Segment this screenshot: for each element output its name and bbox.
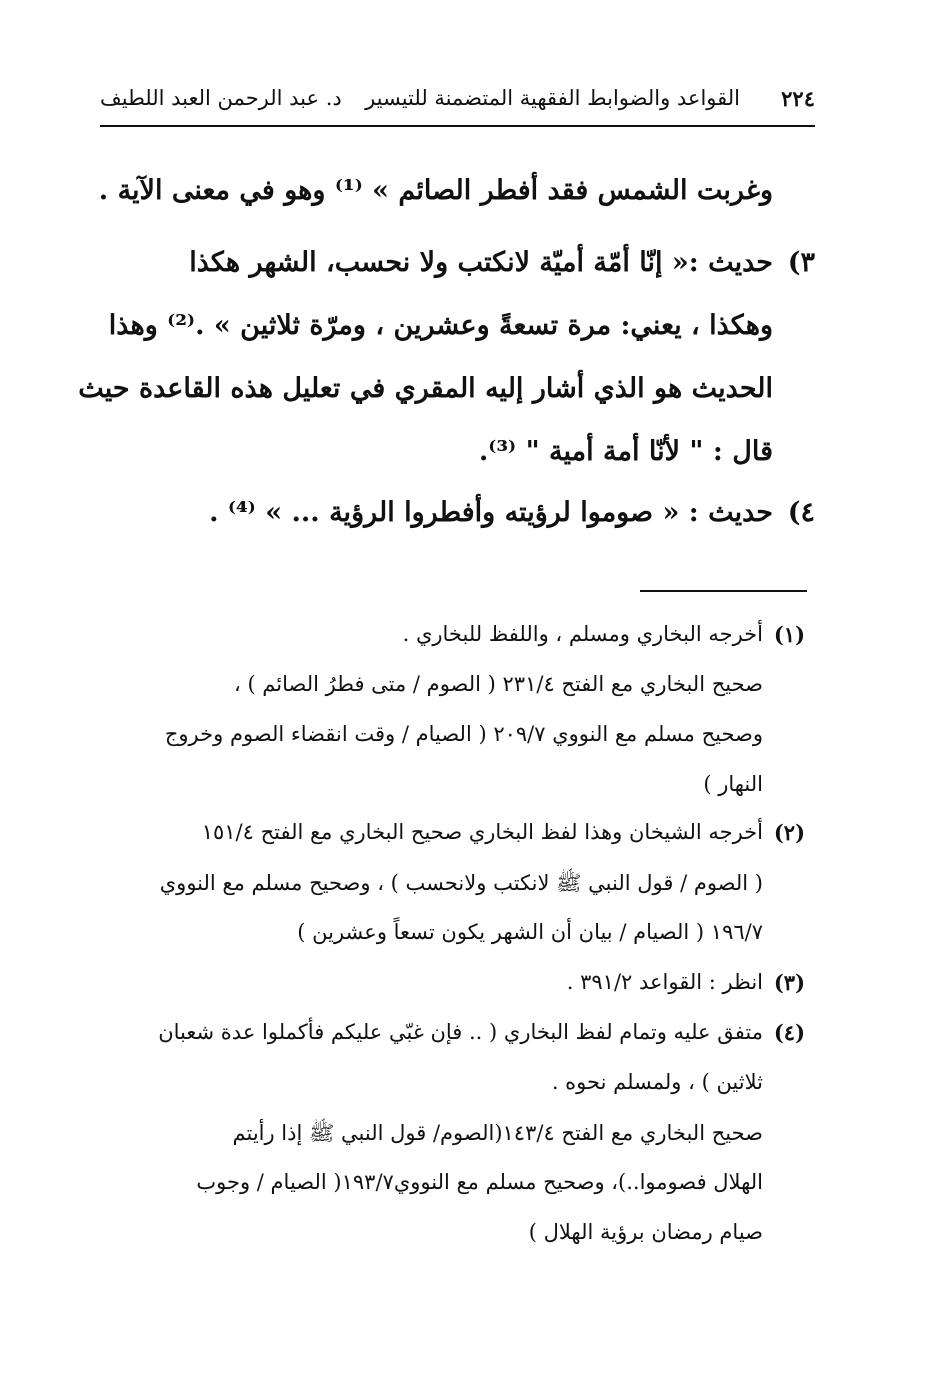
body-line: الحديث هو الذي أشار إليه المقري في تعليل هذه القاعدة حيث [78,373,773,404]
footnote-line: النهار ) [703,772,763,796]
footnote-line: وصحيح مسلم مع النووي ٢٠٩/٧ ( الصيام / وقت انقضاء الصوم وخروج [164,722,763,746]
footnote-line: صحيح البخاري مع الفتح ١٤٣/٤(الصوم/ قول النبي ﷺ إذا رأيتم [232,1121,763,1145]
footnote-line: أخرجه البخاري ومسلم ، واللفظ للبخاري . [402,622,763,646]
footnote-line: متفق عليه وتمام لفظ البخاري ( .. فإن غبّي عليكم فأكملوا عدة شعبان [158,1020,763,1044]
body-line: وغربت الشمس فقد أفطر الصائم » ⁽¹⁾ وهو في معنى الآية . [98,175,773,206]
footnote-line: انظر : القواعد ٣٩١/٢ . [566,970,763,994]
body-line: وهكذا ، يعني: مرة تسعةً وعشرين ، ومرّة ثلاثين » .⁽²⁾ وهذا [108,310,773,341]
page-number: ٢٢٤ [781,86,815,111]
footnote-line: صحيح البخاري مع الفتح ٢٣١/٤ ( الصوم / متى فطرُ الصائم ) ، [233,672,763,696]
footnote-number: (٣) [773,970,805,995]
body-line: قال : " لأنّا أمة أمية " ⁽³⁾. [478,436,773,467]
header-rule [100,125,815,127]
footnote-number: (٢) [773,820,805,845]
running-header [100,82,815,122]
footnote-separator [640,590,807,592]
item-number: ٤) [787,497,815,528]
footnote-line: ١٩٦/٧ ( الصيام / بيان أن الشهر يكون تسعاً وعشرين ) [297,920,763,944]
body-line: حديث :« إنّا أمّة أميّة لانكتب ولا نحسب، الشهر هكذا [189,247,773,278]
body-line: حديث : « صوموا لرؤيته وأفطروا الرؤية ... » ⁽⁴⁾ . [209,497,773,528]
footnote-line: الهلال فصوموا..)، وصحيح مسلم مع النووي١٩٣/٧( الصيام / وجوب [196,1170,763,1194]
author-name: د. عبد الرحمن العبد اللطيف [100,86,342,110]
footnote-line: أخرجه الشيخان وهذا لفظ البخاري صحيح البخاري مع الفتح ١٥١/٤ [201,820,763,844]
footnote-number: (١) [773,622,805,647]
book-title: القواعد والضوابط الفقهية المتضمنة للتيسير [365,86,740,110]
footnote-line: ثلاثين ) ، ولمسلم نحوه . [551,1070,763,1094]
footnote-number: (٤) [773,1020,805,1045]
footnote-line: صيام رمضان برؤية الهلال ) [528,1220,763,1244]
footnote-line: ( الصوم / قول النبي ﷺ لانكتب ولانحسب ) ، وصحيح مسلم مع النووي [159,871,763,895]
item-number: ٣) [787,247,815,278]
